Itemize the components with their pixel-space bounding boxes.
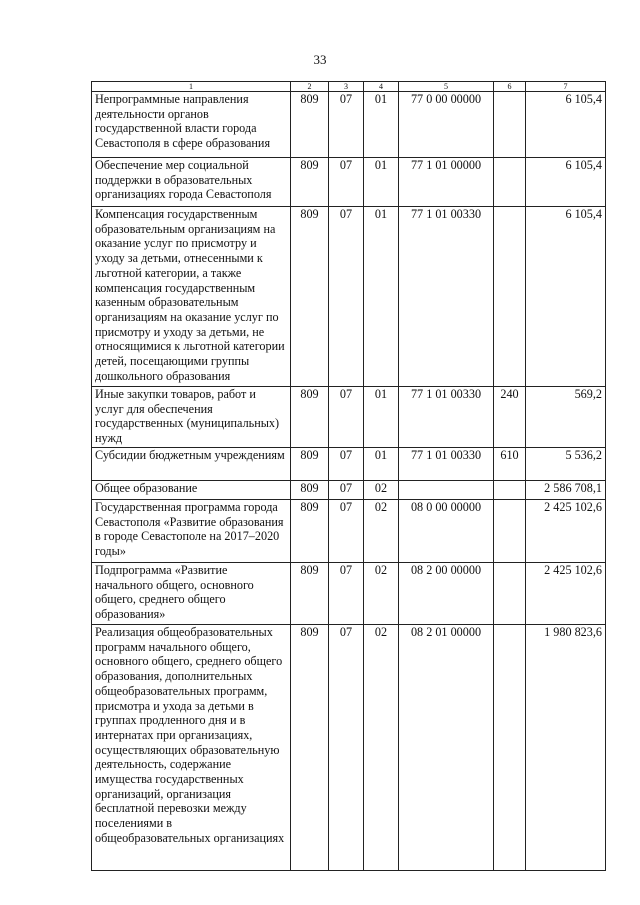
column-header: 7 [526,82,606,92]
row-expense-type [494,481,526,500]
row-sum: 6 105,4 [526,207,606,387]
row-section: 07 [329,563,364,625]
row-grbs: 809 [291,387,329,448]
page-number: 33 [313,52,327,67]
row-subsection: 02 [364,563,399,625]
row-expense-type [494,207,526,387]
table-row [92,563,606,625]
row-grbs: 809 [291,448,329,481]
table-row [92,500,606,563]
row-subsection: 01 [364,448,399,481]
table-row [92,158,606,207]
column-header: 3 [329,82,364,92]
row-sum: 6 105,4 [526,158,606,207]
row-subsection: 01 [364,92,399,158]
row-sum: 569,2 [526,387,606,448]
row-target-article [399,481,494,500]
row-sum: 6 105,4 [526,92,606,158]
row-section: 07 [329,207,364,387]
row-grbs: 809 [291,625,329,871]
table-row [92,387,606,448]
row-grbs: 809 [291,481,329,500]
row-expense-type: 610 [494,448,526,481]
table-row [92,207,606,387]
column-header: 4 [364,82,399,92]
row-expense-type [494,625,526,871]
row-subsection: 02 [364,625,399,871]
row-section: 07 [329,500,364,563]
row-name: Компенсация государственным образовательным организациям на оказание услуг по присмотру и уходу за детьми, отнесенными к льготной категории, а также компенсация государственным казенным образовательным организациям на оказание услуг по присмотру и уходу за детьми, не относящимися к льготной категории детей, посещающими группы дошкольного образования [92,207,291,387]
row-name: Субсидии бюджетным учреждениям [92,448,291,481]
budget-table [91,81,606,871]
row-name: Реализация общеобразовательных программ начального общего, основного общего, среднего общего образования, дополнительных общеобразовательных программ, присмотра и ухода за детьми в группах продленного дня и в интернатах при организациях, осуществляющих образовательную деятельность, содержание имущества государственных организаций, организация бесплатной перевозки между поселениями в общеобразовательных организациях [92,625,291,871]
row-sum: 1 980 823,6 [526,625,606,871]
row-target-article: 77 1 01 00330 [399,387,494,448]
row-target-article: 77 1 01 00330 [399,207,494,387]
column-header: 6 [494,82,526,92]
row-expense-type: 240 [494,387,526,448]
row-section: 07 [329,625,364,871]
row-sum: 2 425 102,6 [526,500,606,563]
row-expense-type [494,92,526,158]
row-name: Непрограммные направления деятельности органов государственной власти города Севастополя в сфере образования [92,92,291,158]
column-header: 1 [92,82,291,92]
row-target-article: 08 0 00 00000 [399,500,494,563]
row-subsection: 02 [364,500,399,563]
row-name: Обеспечение мер социальной поддержки в образовательных организациях города Севастополя [92,158,291,207]
row-target-article: 77 0 00 00000 [399,92,494,158]
column-header: 5 [399,82,494,92]
row-grbs: 809 [291,158,329,207]
row-sum: 2 586 708,1 [526,481,606,500]
table-row [92,481,606,500]
row-sum: 2 425 102,6 [526,563,606,625]
row-name: Государственная программа города Севастополя «Развитие образования в городе Севастополе на 2017–2020 годы» [92,500,291,563]
row-grbs: 809 [291,500,329,563]
row-section: 07 [329,387,364,448]
row-expense-type [494,158,526,207]
column-header: 2 [291,82,329,92]
row-subsection: 01 [364,387,399,448]
row-grbs: 809 [291,563,329,625]
row-grbs: 809 [291,92,329,158]
row-name: Подпрограмма «Развитие начального общего, основного общего, среднего общего образования» [92,563,291,625]
row-name: Общее образование [92,481,291,500]
row-section: 07 [329,92,364,158]
row-section: 07 [329,481,364,500]
column-number-row [92,82,606,92]
row-grbs: 809 [291,207,329,387]
row-sum: 5 536,2 [526,448,606,481]
row-subsection: 01 [364,158,399,207]
table-row [92,92,606,158]
row-section: 07 [329,448,364,481]
row-section: 07 [329,158,364,207]
row-subsection: 02 [364,481,399,500]
row-expense-type [494,563,526,625]
row-target-article: 77 1 01 00330 [399,448,494,481]
row-target-article: 08 2 01 00000 [399,625,494,871]
row-target-article: 08 2 00 00000 [399,563,494,625]
table-row [92,448,606,481]
table-row [92,625,606,871]
row-target-article: 77 1 01 00000 [399,158,494,207]
row-name: Иные закупки товаров, работ и услуг для обеспечения государственных (муниципальных) нужд [92,387,291,448]
row-expense-type [494,500,526,563]
row-subsection: 01 [364,207,399,387]
